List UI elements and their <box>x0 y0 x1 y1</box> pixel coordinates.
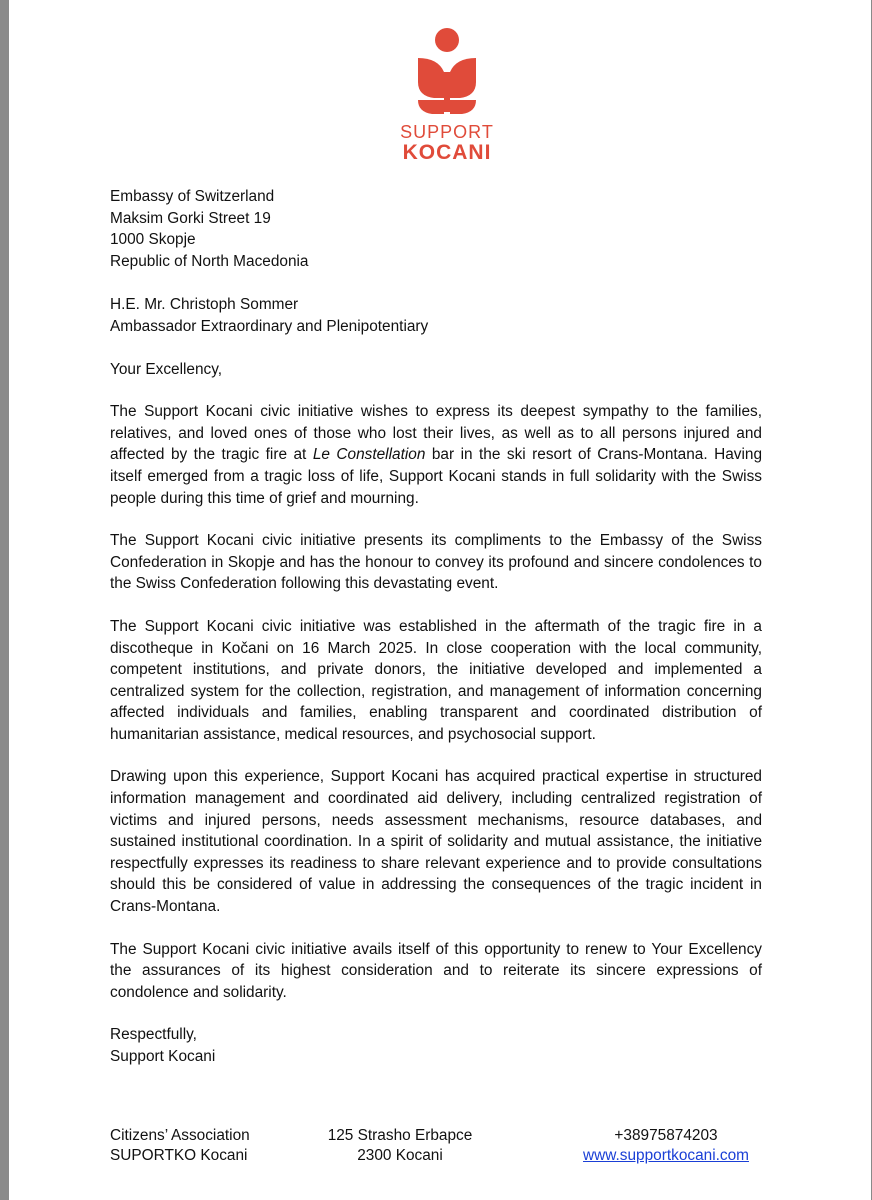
paragraph-1 <box>110 401 762 509</box>
footer-address-line: 125 Strasho Erbapce <box>327 1127 473 1144</box>
recipient-title: Ambassador Extraordinary and Plenipotentiary <box>110 317 429 335</box>
p1-text-start: The Support Kocani civic initiative wishes to express its deepest sympathy to the families, relatives, and loved ones of those who lost their lives, as well as to all persons injured and affected by the tragic fire at <box>110 403 762 464</box>
letter-page <box>9 0 871 1200</box>
website-link[interactable]: www.supportkocani.com <box>583 1147 749 1164</box>
address-line: Maksim Gorki Street 19 <box>110 209 271 227</box>
address-line: 1000 Skopje <box>110 231 196 249</box>
footer-org-line: SUPORTKO Kocani <box>110 1147 248 1164</box>
logo-text-kocani: KOCANI <box>402 141 492 164</box>
footer-contact <box>570 1126 762 1166</box>
support-kocani-logo <box>397 28 497 164</box>
signature-line: Support Kocani <box>110 1048 216 1065</box>
paragraph-5: The Support Kocani civic initiative avails itself of this opportunity to renew to Your Excellency the assurances of its highest consideration and to reiterate its sincere expressions of condolence and solidarity. <box>110 940 762 1001</box>
embassy-address <box>110 186 762 272</box>
footer-address-line: 2300 Kocani <box>357 1147 443 1164</box>
salutation: Your Excellency, <box>110 360 223 378</box>
paragraph-2: The Support Kocani civic initiative presents its compliments to the Embassy of the Swiss Confederation in Skopje and has the honour to convey its profound and sincere condolences to the Swiss Confederation following this devastating event. <box>110 532 762 593</box>
footer-address <box>310 1126 490 1166</box>
closing-block <box>110 1024 762 1067</box>
address-line: Republic of North Macedonia <box>110 252 309 270</box>
p1-text-end: bar in the ski resort of Crans-Montana. Having itself emerged from a tragic loss of life, Support Kocani stands in full solidarity with the Swiss people during this time of grief and mourning. <box>110 446 763 507</box>
recipient-name: H.E. Mr. Christoph Sommer <box>110 296 299 314</box>
logo-text-support: SUPPORT <box>400 122 494 142</box>
address-line: Embassy of Switzerland <box>110 188 275 205</box>
letter-body <box>110 186 762 1068</box>
tulip-figure-icon <box>416 28 478 114</box>
footer-org-line: Citizens’ Association <box>110 1127 250 1144</box>
paragraph-3: The Support Kocani civic initiative was established in the aftermath of the tragic fire in a discotheque in Kočani on 16 March 2025. In close cooperation with the local community, competent institutions, and private donors, the initiative developed and implemented a centralized system for the collection, registration, and management of information concerning affected individuals and families, enabling transparent and coordinated distribution of humanitarian assistance, medical resources, and psychosocial support. <box>110 617 762 743</box>
paragraph-4: Drawing upon this experience, Support Kocani has acquired practical expertise in structured information management and coordinated aid delivery, including centralized registration of victims and injured persons, needs assessment mechanisms, resource databases, and sustained institutional coordination. In a spirit of solidarity and mutual assistance, the initiative respectfully expresses its readiness to share relevant experience and to provide consultations should this be considered of value in addressing the consequences of the tragic incident in Crans-Montana. <box>110 768 762 916</box>
recipient-block <box>110 294 762 337</box>
p1-venue-name: Le Constellation <box>312 446 426 464</box>
footer-organization <box>110 1126 250 1166</box>
footer-phone: +38975874203 <box>614 1127 718 1144</box>
closing-line: Respectfully, <box>110 1026 197 1044</box>
